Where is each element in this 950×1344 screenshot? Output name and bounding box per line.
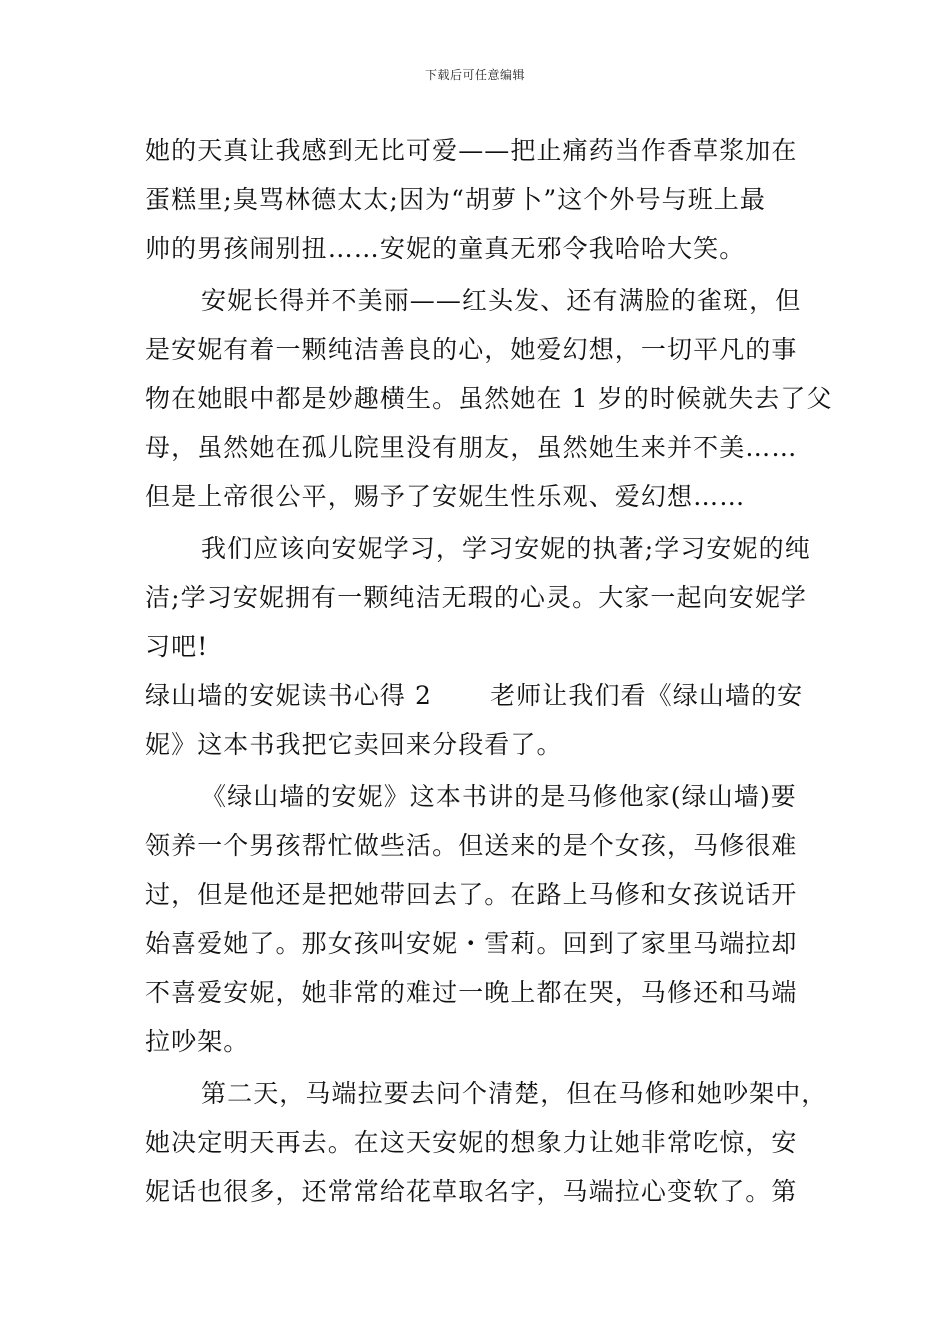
text-line: 妮》这本书我把它卖回来分段看了。 <box>145 730 563 759</box>
text-line: 习吧! <box>145 632 209 661</box>
text-line: 但是上帝很公平，赐予了安妮生性乐观、爱幻想…… <box>145 482 746 511</box>
text-line: 安妮长得并不美丽——红头发、还有满脸的雀斑，但 <box>201 286 802 315</box>
section-heading: 绿山墙的安妮读书心得 2 <box>145 681 433 710</box>
text-line: 领养一个男孩帮忙做些活。但送来的是个女孩，马修很难 <box>145 831 798 860</box>
text-line: 物在她眼中都是妙趣横生。虽然她在 1 岁的时候就失去了父 <box>145 384 833 413</box>
text-line: 我们应该向安妮学习，学习安妮的执著;学习安妮的纯 <box>201 534 811 563</box>
text-line: 《绿山墙的安妮》这本书讲的是马修他家(绿山墙)要 <box>201 782 797 811</box>
text-line: 是安妮有着一颗纯洁善良的心，她爱幻想，一切平凡的事 <box>145 335 798 364</box>
text-line: 拉吵架。 <box>145 1027 250 1056</box>
text-line: 她的天真让我感到无比可爱——把止痛药当作香草浆加在 <box>145 136 798 165</box>
text-line: 帅的男孩闹别扭……安妮的童真无邪令我哈哈大笑。 <box>145 234 746 263</box>
text-line: 妮话也很多，还常常给花草取名字，马端拉心变软了。第 <box>145 1177 798 1206</box>
text-line: 洁;学习安妮拥有一颗纯洁无瑕的心灵。大家一起向安妮学 <box>145 583 808 612</box>
page-header: 下载后可任意编辑 <box>424 68 525 82</box>
text-line: 过，但是他还是把她带回去了。在路上马修和女孩说话开 <box>145 880 798 909</box>
text-line: 蛋糕里;臭骂林德太太;因为“胡萝卜”这个外号与班上最 <box>145 185 767 214</box>
text-line: 母，虽然她在孤儿院里没有朋友，虽然她生来并不美…… <box>145 433 798 462</box>
text-line: 老师让我们看《绿山墙的安 <box>490 681 804 710</box>
text-line: 她决定明天再去。在这天安妮的想象力让她非常吃惊，安 <box>145 1128 798 1157</box>
document-body <box>145 126 833 1216</box>
text-line: 始喜爱她了。那女孩叫安妮・雪莉。回到了家里马端拉却 <box>145 929 798 958</box>
text-line: 第二天，马端拉要去问个清楚，但在马修和她吵架中， <box>201 1079 828 1108</box>
section-heading-line <box>145 671 815 720</box>
text-line: 不喜爱安妮，她非常的难过一晚上都在哭，马修还和马端 <box>145 978 798 1007</box>
